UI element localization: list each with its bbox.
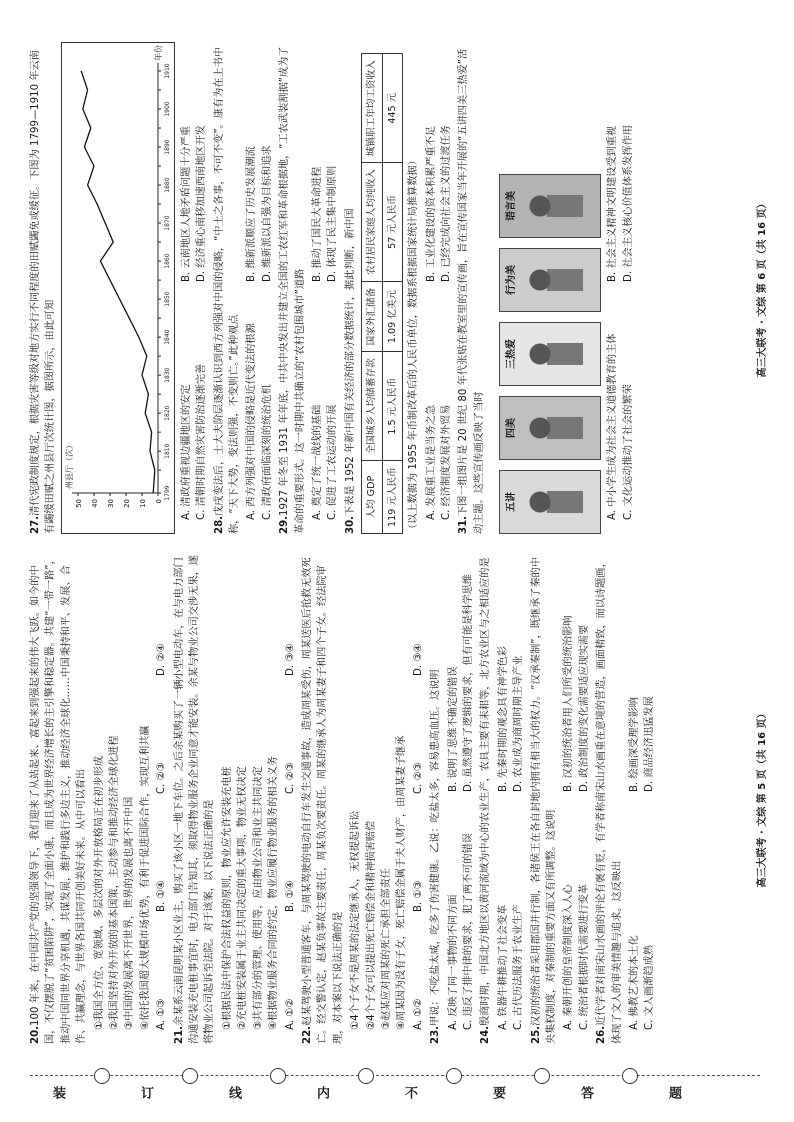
option-B: B. 推动了国民大革命进程 [312,166,324,282]
option-B: B. ①④ [156,880,168,912]
binding-hole [446,1068,462,1084]
poster-1 [499,470,601,534]
y-tick-label: 40 [90,499,99,508]
question-text: 近代学者对南宋山水画的评论有褒有贬，有学者称南宋山水画重在意境的营造，画面精致，而以诗题画，体现了文人的审美情趣与追求。这反映出 [596,557,623,1044]
option-C: C. ②③ [412,762,424,794]
option-D: D. 经济重心南移加速西南地区开发 [196,125,208,282]
question-text: 清代宪政制度规定，根据灾害等级对地方实行不同程度的田赋蠲免或缓征。下图为 1799—1910 年云南有蠲缓田赋之州县厅次统计图，据图所示，由此可知 [30,50,57,534]
question-number: 21. [173,1025,185,1044]
binding-hole [358,1068,374,1084]
statement-1: ①我国全方位、宽领域、多层次的对外开放格局正在初步形成 [93,755,105,1030]
answer-options [446,552,477,1030]
y-tick-label: 0 [154,499,163,504]
question-R31 [456,42,487,534]
binding-hole [534,1068,550,1084]
option-D: D. 体现了民主集中制原则 [327,165,339,282]
question-number: 31. [458,515,470,534]
binding-strip [0,1062,794,1122]
poster-5 [499,174,601,238]
answer-options [605,42,636,520]
option-A: A. 中小学生成为社会主义道德教育的主体 [607,333,619,520]
y-tick-label: 10 [138,499,147,508]
answer-options [411,552,426,1030]
binding-label: 线 [228,1086,242,1102]
option-B: B. 社会主义精神文明建设受到重视 [607,125,619,282]
statement-3: ③中国的发展离不开世界，世界的发展也离不开中国 [124,796,136,1030]
answer-options [179,42,210,520]
table-header-cell: 人均 GDP [362,461,382,534]
x-tick-label: 1850 [163,291,171,307]
question-number: 27. [30,515,41,534]
x-tick-label: 1840 [163,329,171,345]
option-B: B. 汉初的统治者用人们所受的统治影响 [563,615,575,792]
option-C: C. 经济制度发展对外贸易 [440,404,452,520]
right-column [28,42,748,534]
table-header-cell: 农村居民家庭人均纯收入 [362,163,382,282]
question-R29 [277,42,308,534]
option-A: A. 奠定了统一战线的基础 [312,404,324,520]
binding-label: 订 [140,1086,154,1102]
answer-options [561,552,592,1030]
option-C: C. 文人画渐趋成熟 [644,945,656,1030]
statement-4: ④周某因为没有子女，死亡赔偿金属于夫人财产，由周某妻子继承 [396,735,408,1030]
poster-2 [499,396,601,460]
question-L5 [529,552,560,1044]
x-tick-label: 1900 [163,101,171,117]
option-B: B. 工业化建设的资本积累严重不足 [425,125,437,282]
question-L2 [300,552,346,1044]
x-tick-label: 1830 [163,367,171,383]
answer-options [310,42,341,520]
y-tick-label: 50 [74,499,83,508]
question-number: 22. [301,1025,313,1044]
question-text: 赵某驾驶小型普通客车，与周某驾驶的电动自行车发生交通事故，造成周某受伤，周某送医后抢救无效死亡。经交警认定，赵某负事故主要责任，周某负次要责任。周某的继承人为周某妻子和四个子女。经法院审理，对本案以下说法正确的是 [301,557,344,1044]
question-text: 下表是 1952 年新中国有关经济的部分数据统计，据此判断，新中国 [344,208,356,516]
question-text: 1927 年冬至 1931 年年底，中共中央发出并建立全国的工农红军和革命根据地，“工农武装割据”成为了革命的重要形式。这一时期中共确立的“农村包围城市”道路 [279,46,306,534]
x-tick-label: 1799 [163,485,171,501]
question-L4 [478,552,493,1044]
answer-options [496,552,527,1030]
option-A: A. ①③ [156,998,168,1030]
question-L3 [428,552,443,1044]
question-L0 [28,552,90,1044]
table-note: （以上数据为 1955 年币制改革后的人民币单位，数据系根据国家统计局推算数据） [408,155,420,534]
series-line [81,71,155,493]
option-B: B. 维新派顺应了历史发展潮流 [246,146,258,282]
poster-figure-icon [522,405,594,451]
question-text: 甲说：不吃盐太咸，吃多了伤害健康。乙说：吃盐太多，容易患高血压。这说明 [430,669,442,1026]
option-A: A. ①② [412,998,424,1030]
statement-3: ③赵某应对周某的死亡承担全部责任 [380,868,392,1030]
question-text: 汉初的统治者采用郡国并行制，各诸侯王在各自封地内拥有相当大的权力。“汉承秦制”，既继承了秦的中央集权制度，对秦制的重要方面又有所调整。这说明 [530,556,557,1044]
statement-1: ①根据民法中保护合法权益的原则，物业应允许安装充电桩 [221,766,233,1030]
x-tick-label: 1870 [163,215,171,231]
binding-label: 内 [316,1086,330,1102]
y-tick-label: 20 [122,499,131,508]
question-number: 28. [213,515,225,534]
option-A: A. 反映了同一事物的不同方面 [447,894,459,1030]
footer-right: 高三大联考 · 文综 第 6 页（共 16 页） [757,198,768,378]
binding-hole [270,1068,286,1084]
option-D: D. 农业成为商周时期主导产业 [513,655,525,792]
x-tick-label: 1890 [163,139,171,155]
table-cell: 1.09 亿美元 [382,281,402,352]
option-D: D. 商品经济迅猛发展 [644,696,656,792]
option-C: C. 清政府面临深刻的统治危机 [261,384,273,520]
question-L1 [172,552,218,1044]
option-A: A. 清政府重视边疆地区的安定 [180,384,192,520]
question-statements [220,552,282,1030]
option-C: C. 文化运动推动了社会的繁荣 [622,384,634,520]
question-number: 24. [480,1025,492,1044]
option-B: B. 云南地区人地矛盾问题十分严重 [180,125,192,282]
binding-hole [182,1068,198,1084]
binding-label: 题 [668,1086,682,1102]
line-chart [62,43,174,533]
table-cell: 57 元人民币 [382,163,402,282]
question-number: 26. [596,1025,608,1044]
option-A: A. 西方列强对中国的侵略是近代变法的根源 [246,323,258,520]
option-D: D. 虽然遵守了逻辑的要求，但有可能是科学思维 [462,573,474,792]
statement-4: ④根据物业服务合同的约定，物业应履行物业服务的相关义务 [268,755,280,1030]
footer-left: 高三大联考 · 文综 第 5 页（共 16 页） [757,708,768,888]
question-number: 30. [344,515,356,534]
answer-options [424,42,455,520]
option-D: D. ③④ [412,643,424,676]
statement-4: ④依托我国超大规模市场优势，有利于促进国际合作，实现互利共赢 [139,725,151,1030]
option-A: A. 秦朝开创的皇帝制度深入人心 [563,884,575,1030]
table-header-cell: 城镇职工年均工资收入 [362,54,382,163]
question-text: 100 年来，在中国共产党的坚强领导下，我们迎来了从站起来、富起来到强起来的伟大飞跃。如今的中国，不仅摆脱了“贫困陷阱”，实现了全面小康，而且成为世界经济增长的主引擎和稳定器。共建“一带一路”，推动中国同世界分享机遇，共谋发展，维护和践行多边主义，推动经济全球化……中国秉持和平、发展、合作、共赢理念，与世界各国共同开创美好未来。从中可以看出 [30,554,88,1044]
statement-2: ②4个子女可以提出死亡赔偿金和精神损害赔偿 [365,820,377,1030]
table-cell: 445 元 [382,54,402,163]
option-C: C. 违反了排中律的要求，犯了两不可的错误 [462,833,474,1030]
answer-options [244,42,275,520]
table-row [382,54,402,534]
statement-2: ②我国坚持对外开放的基本国策，主动参与和推动经济全球化进程 [109,735,121,1030]
question-number: 29. [279,515,291,534]
option-C: C. ②③ [284,762,296,794]
option-D: D. 已经完成向社会主义的过渡任务 [440,125,452,282]
poster-row [491,42,601,534]
question-number: 25. [530,1025,542,1044]
poster-4 [499,248,601,312]
option-B: B. ①④ [284,880,296,912]
x-axis-label: 年份 [153,45,163,61]
option-D: D. 社会主义核心价值体系发挥作用 [622,125,634,282]
x-tick-label: 1820 [163,405,171,421]
binding-label: 要 [492,1086,506,1102]
question-text: 下图一组图片是 20 世纪 80 年代张贴在教室里的宣传画，旨在宣传国家当年开展的“五讲四美三热爱”活动主题。这些宣传画反映了当时 [458,48,485,534]
table-header-cell: 全国城乡人均储蓄存款 [362,352,382,461]
question-L6 [594,552,625,1044]
y-tick-label: 30 [106,499,115,508]
table-header-row [362,54,382,534]
poster-figure-icon [522,479,594,525]
binding-label: 答 [580,1086,594,1102]
chart-frame [61,42,175,534]
poster-title: 三热爱 [506,339,518,369]
table-header-cell: 国家外汇储备 [362,281,382,352]
poster-3 [499,322,601,386]
option-C: C. 清朝时期自然灾害防治逐渐完善 [196,363,208,520]
poster-figure-icon [522,257,594,303]
binding-hole [622,1068,638,1084]
option-D: D. ②④ [156,643,168,676]
option-A: A. 铁器牛耕推动了社会变革 [497,904,509,1030]
poster-figure-icon [522,183,594,229]
binding-dashed-line [30,1075,760,1076]
answer-options [627,552,658,1030]
option-B: B. ①③ [412,880,424,912]
question-text: 余某系云南昆明某小区业主，购买了该小区一地下车位。之后余某购买了一辆小型电动车，在与电力部门沟通安装充电桩事宜时，电力部门告知其，须取得物业服务企业同意才能安装。余某与物业公司交涉无果，遂将物业公司起诉至法院。对于该案，以下说法正确的是 [173,555,216,1044]
option-A: A. 佛教艺术的本土化 [629,935,641,1030]
poster-title: 行为美 [506,265,518,295]
x-tick-label: 1860 [163,253,171,269]
statement-2: ②充电桩安装属于业主共同决定的重大事项，物业无权决定 [237,766,249,1030]
poster-title: 四美 [506,418,518,438]
option-D: D. 维新派以自强为目标和追求 [261,145,273,282]
binding-label: 不 [404,1086,418,1102]
x-tick-label: 1810 [163,443,171,459]
option-B: B. 先秦时期的观念具有神学色彩 [497,646,509,792]
statement-3: ③共有部分的管理、使用等，应由物业公司和业主共同决定 [252,766,264,1030]
data-table [361,53,403,534]
option-A: A. ①② [284,998,296,1030]
question-number: 23. [430,1025,442,1044]
binding-hole [94,1068,110,1084]
question-statements [92,552,154,1030]
question-R27 [28,42,59,534]
option-B: B. 绘画深受理学影响 [629,697,641,792]
table-cell: 1.5 元人民币 [382,352,402,461]
question-statements [348,552,410,1030]
option-C: C. ②③ [156,762,168,794]
option-C: C. 促进了工农运动的开展 [327,404,339,520]
question-R30 [343,42,358,534]
option-C: C. 统治者根据时代需要进行变革 [578,883,590,1030]
poster-title: 语言美 [506,191,518,221]
question-R28 [212,42,243,534]
binding-label: 装 [52,1086,66,1102]
option-D: D. 政治制度的变化需要适应现实需要 [578,624,590,792]
option-B: B. 说明了思维不确定的错误 [447,666,459,792]
poster-figure-icon [522,331,594,377]
table-cell: 119 元人民币 [382,461,402,534]
option-A: A. 发展重工业是当务之急 [425,404,437,520]
y-axis-label: 州县厅（次） [64,441,74,489]
option-C: C. 古代历法服务于农业生产 [513,904,525,1030]
statement-1: ①4个子女不是周某的法定继承人，无权提起诉讼 [350,810,362,1030]
left-column [28,552,748,1044]
x-tick-label: 1880 [163,177,171,193]
answer-options [154,552,169,1030]
question-number: 20. [30,1025,41,1044]
question-text: 戊戌变法后，士大夫阶层逐渐认识到西方列强对中国的侵略，“中土之各事，不可不变”。康有为在上书中称，“天下大势，变法则强，不变则亡。”此种观点 [213,46,241,534]
option-D: D. ③④ [284,643,296,676]
answer-options [283,552,298,1030]
question-text: 殷商时期，中国北方地区以黄河流域为中心的农业生产，农具主要有耒耜等，北方农业区与之相适应的是 [480,557,492,1026]
x-tick-label: 1910 [163,63,171,79]
poster-title: 五讲 [506,492,518,512]
